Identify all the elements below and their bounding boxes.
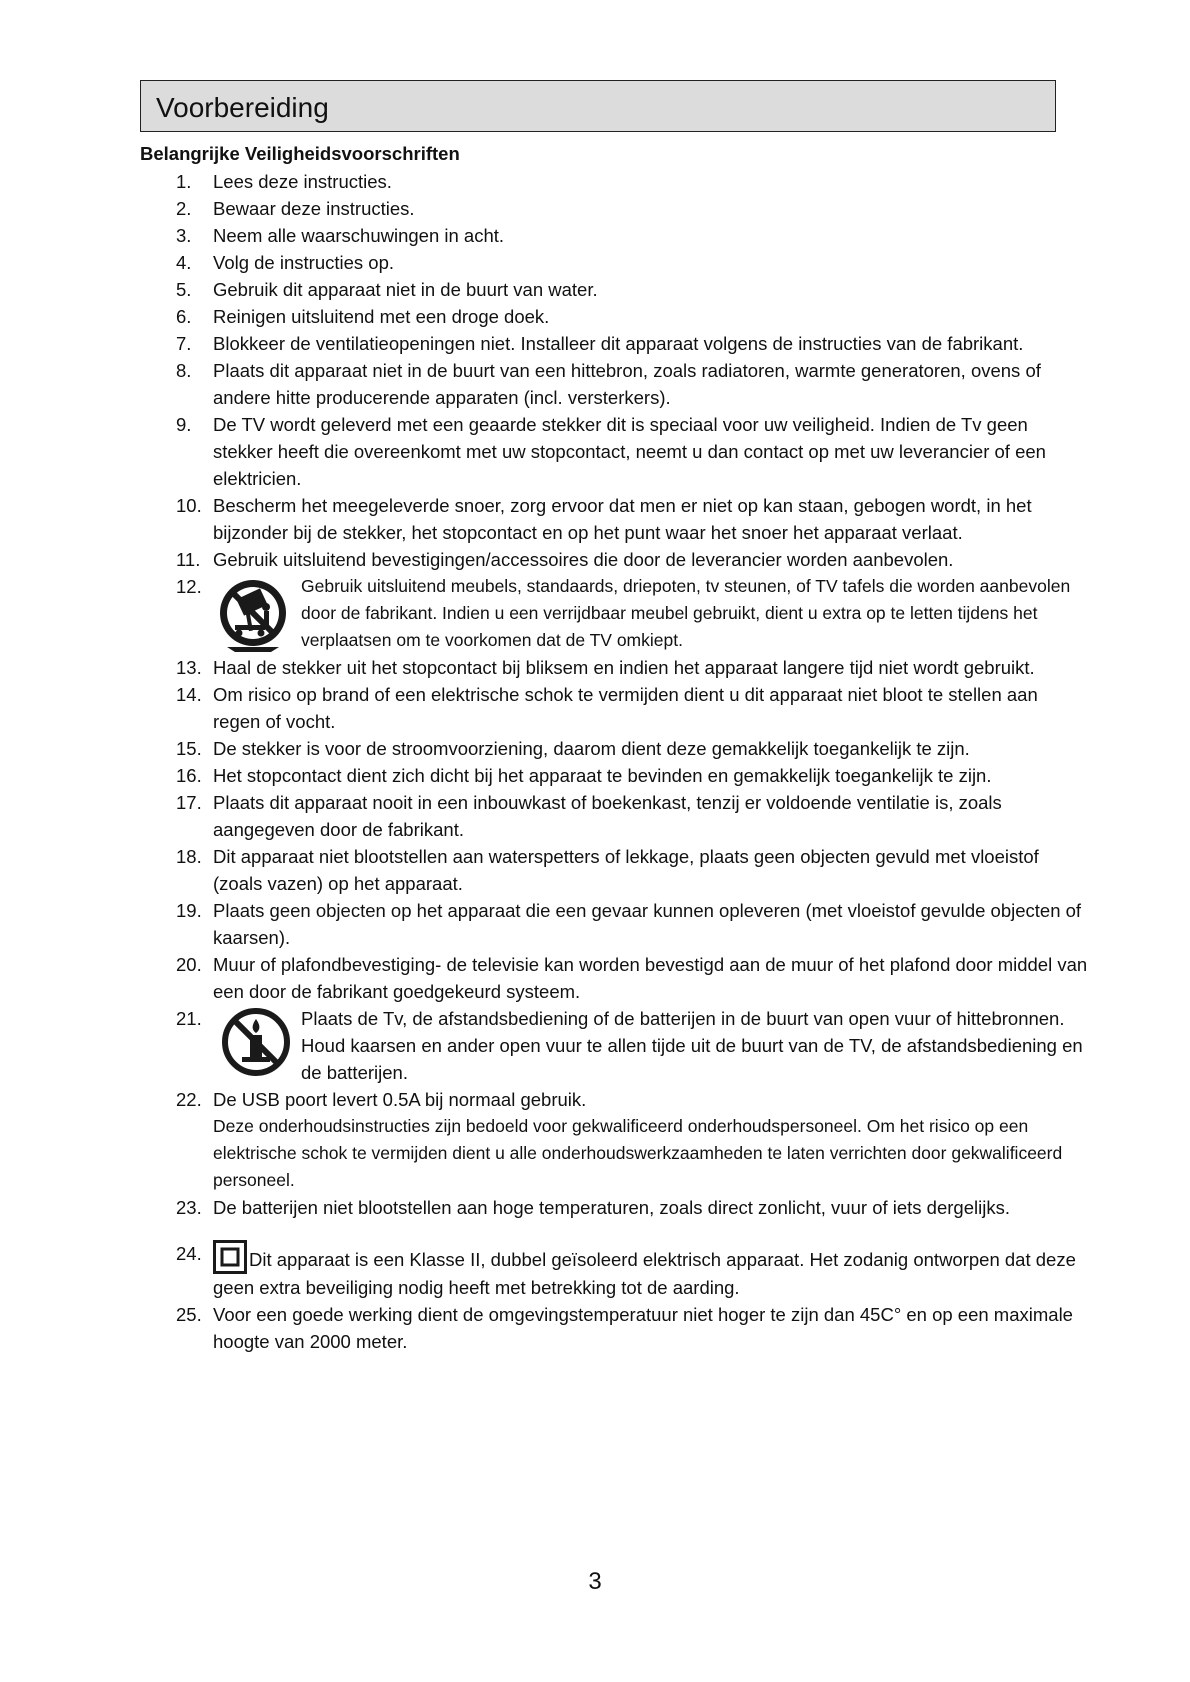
section-header bbox=[140, 80, 1056, 132]
item-text: Plaats geen objecten op het apparaat die een gevaar kunnen opleveren (met vloeistof gevulde objecten of kaarsen). bbox=[213, 900, 1082, 948]
list-item bbox=[0, 843, 1190, 897]
item-number: 2. bbox=[176, 198, 192, 219]
item-number: 4. bbox=[176, 252, 192, 273]
item-text: Voor een goede werking dient de omgevingstemperatuur niet hoger te zijn dan 45C° en op een maximale hoogte van 2000 meter. bbox=[213, 1304, 1073, 1352]
item-text: Om risico op brand of een elektrische schok te vermijden dient u dit apparaat niet bloot te stellen aan regen of vocht. bbox=[213, 684, 1038, 732]
item-text: Dit apparaat niet blootstellen aan waterspetters of lekkage, plaats geen objecten gevuld met vloeistof (zoals vazen) op het apparaat. bbox=[213, 846, 1039, 894]
item-text: De stekker is voor de stroomvoorziening, daarom dient deze gemakkelijk toegankelijk te zijn. bbox=[213, 738, 970, 759]
no-open-flame-icon bbox=[221, 1007, 291, 1077]
list-item bbox=[0, 1194, 1190, 1221]
page-number: 3 bbox=[588, 1568, 602, 1595]
item-number: 24. bbox=[176, 1243, 202, 1264]
list-item bbox=[0, 357, 1190, 411]
item-number: 23. bbox=[176, 1197, 202, 1218]
item-number: 8. bbox=[176, 360, 192, 381]
list-item bbox=[0, 762, 1190, 789]
item-number: 3. bbox=[176, 225, 192, 246]
item-text: Bescherm het meegeleverde snoer, zorg ervoor dat men er niet op kan staan, gebogen wordt, in het bijzonder bij de stekker, het stopcontact en op het punt waar het snoer het apparaat verlaat. bbox=[213, 495, 1032, 543]
list-item bbox=[0, 249, 1190, 276]
item-number: 13. bbox=[176, 657, 202, 678]
list-item bbox=[0, 1086, 1190, 1194]
item-number: 17. bbox=[176, 792, 202, 813]
item-text: Neem alle waarschuwingen in acht. bbox=[213, 225, 505, 246]
item-text: Lees deze instructies. bbox=[213, 171, 392, 192]
item-number: 18. bbox=[176, 846, 202, 867]
item-number: 11. bbox=[176, 549, 201, 570]
item-text: Haal de stekker uit het stopcontact bij bliksem en indien het apparaat langere tijd niet wordt gebruikt. bbox=[213, 657, 1035, 678]
safety-instructions-list bbox=[0, 168, 1190, 1355]
list-item bbox=[0, 897, 1190, 951]
list-item bbox=[0, 789, 1190, 843]
list-item bbox=[0, 951, 1190, 1005]
item-text: Dit apparaat is een Klasse II, dubbel geïsoleerd elektrisch apparaat. Het zodanig ontworpen dat deze geen extra beveiliging nodig heeft met betrekking tot de aarding. bbox=[213, 1249, 1076, 1298]
item-number: 25. bbox=[176, 1304, 202, 1325]
section-title: Voorbereiding bbox=[156, 92, 329, 123]
list-item bbox=[0, 1240, 1190, 1301]
list-item bbox=[0, 411, 1190, 492]
list-item bbox=[0, 330, 1190, 357]
service-note: Deze onderhoudsinstructies zijn bedoeld voor gekwalificeerd onderhoudspersoneel. Om het risico op een elektrische schok te vermijden dient u alle onderhoudswerkzaamheden te laten verrichten door gekwalificeerd personeel. bbox=[213, 1116, 1063, 1190]
item-number: 1. bbox=[176, 171, 192, 192]
item-text: Volg de instructies op. bbox=[213, 252, 394, 273]
item-number: 19. bbox=[176, 900, 202, 921]
safety-subheading: Belangrijke Veiligheidsvoorschriften bbox=[140, 143, 460, 164]
list-item bbox=[0, 168, 1190, 195]
item-number: 21. bbox=[176, 1008, 202, 1029]
class-ii-double-insulation-icon bbox=[213, 1240, 247, 1274]
list-item bbox=[0, 573, 1190, 654]
item-text: Plaats dit apparaat nooit in een inbouwkast of boekenkast, tenzij er voldoende ventilatie is, zoals aangegeven door de fabrikant. bbox=[213, 792, 1002, 840]
item-text: Muur of plafondbevestiging- de televisie kan worden bevestigd aan de muur of het plafond door middel van een door de fabrikant goedgekeurd systeem. bbox=[213, 954, 1088, 1002]
item-number: 16. bbox=[176, 765, 202, 786]
list-item bbox=[0, 492, 1190, 546]
item-text: Blokkeer de ventilatieopeningen niet. Installeer dit apparaat volgens de instructies van de fabrikant. bbox=[213, 333, 1024, 354]
item-number: 20. bbox=[176, 954, 202, 975]
item-text: Gebruik dit apparaat niet in de buurt van water. bbox=[213, 279, 598, 300]
item-text: De batterijen niet blootstellen aan hoge temperaturen, zoals direct zonlicht, vuur of iets dergelijks. bbox=[213, 1197, 1010, 1218]
item-text: Reinigen uitsluitend met een droge doek. bbox=[213, 306, 550, 327]
item-number: 22. bbox=[176, 1089, 202, 1110]
item-number: 5. bbox=[176, 279, 192, 300]
item-text: De TV wordt geleverd met een geaarde stekker dit is speciaal voor uw veiligheid. Indien de Tv geen stekker heeft die overeenkomt met uw stopcontact, neemt u dan contact op met uw leverancier of een elektricien. bbox=[213, 414, 1046, 489]
tipping-cart-warning-icon bbox=[213, 575, 293, 653]
list-item bbox=[0, 276, 1190, 303]
item-number: 6. bbox=[176, 306, 192, 327]
item-number: 9. bbox=[176, 414, 192, 435]
item-text: Gebruik uitsluitend bevestigingen/accessoires die door de leverancier worden aanbevolen. bbox=[213, 549, 954, 570]
item-text: Gebruik uitsluitend meubels, standaards, driepoten, tv steunen, of TV tafels die worden aanbevolen door de fabrikant. Indien u een verrijdbaar meubel gebruikt, dient u extra op te letten tijdens het verplaatsen om te voorkomen dat de TV omkiept. bbox=[301, 576, 1071, 650]
list-item bbox=[0, 546, 1190, 573]
item-text: Plaats de Tv, de afstandsbediening of de batterijen in de buurt van open vuur of hittebronnen. Houd kaarsen en ander open vuur te allen tijde uit de buurt van de TV, de afstandsbediening en de batterijen. bbox=[301, 1008, 1083, 1083]
list-item bbox=[0, 222, 1190, 249]
list-item bbox=[0, 735, 1190, 762]
list-item bbox=[0, 681, 1190, 735]
item-text: Bewaar deze instructies. bbox=[213, 198, 415, 219]
item-number: 10. bbox=[176, 495, 202, 516]
list-item bbox=[0, 303, 1190, 330]
item-text: De USB poort levert 0.5A bij normaal gebruik. bbox=[213, 1089, 587, 1110]
item-text: Plaats dit apparaat niet in de buurt van een hittebron, zoals radiatoren, warmte generatoren, ovens of andere hitte producerende apparaten (incl. versterkers). bbox=[213, 360, 1041, 408]
list-item bbox=[0, 1301, 1190, 1355]
item-number: 14. bbox=[176, 684, 202, 705]
item-number: 15. bbox=[176, 738, 202, 759]
list-item bbox=[0, 654, 1190, 681]
list-item bbox=[0, 195, 1190, 222]
list-item bbox=[0, 1005, 1190, 1086]
item-number: 7. bbox=[176, 333, 192, 354]
item-number: 12. bbox=[176, 576, 202, 597]
item-text: Het stopcontact dient zich dicht bij het apparaat te bevinden en gemakkelijk toegankelijk te zijn. bbox=[213, 765, 992, 786]
